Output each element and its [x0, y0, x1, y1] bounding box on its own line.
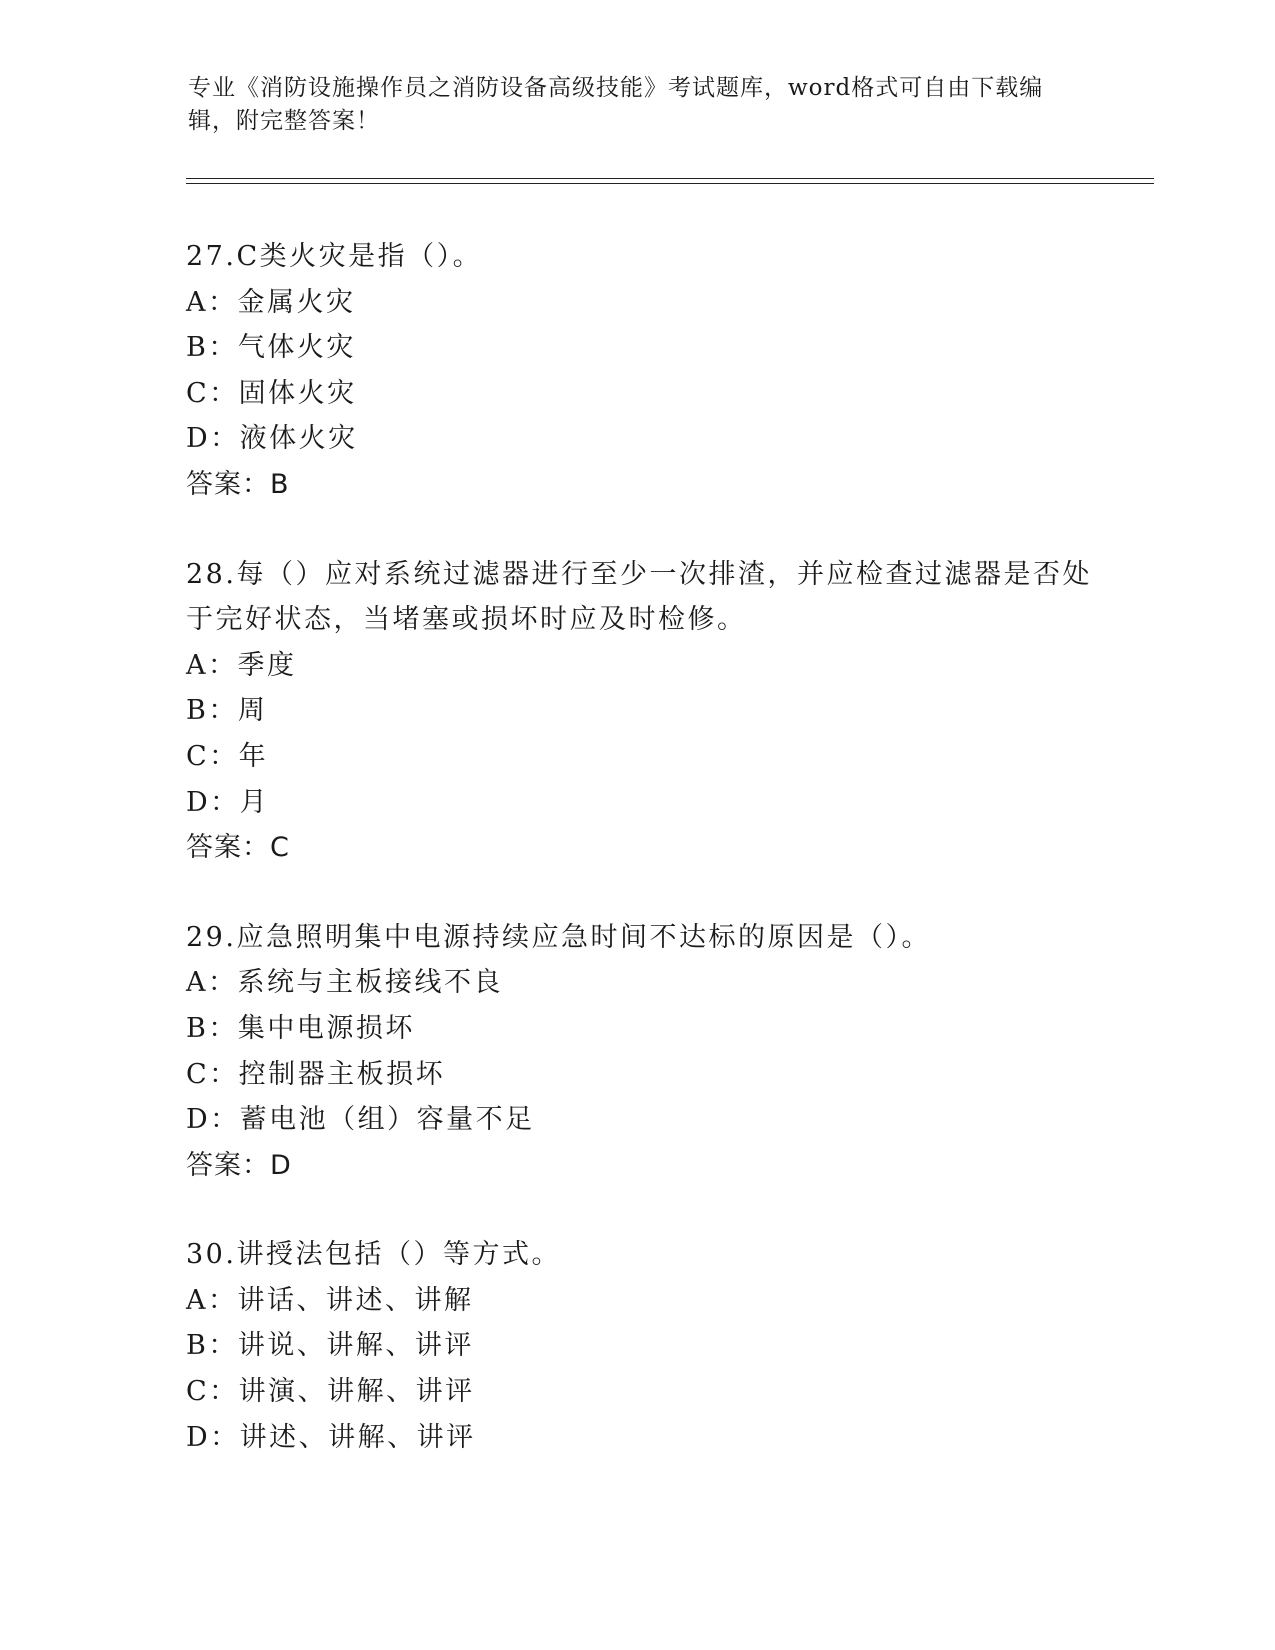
answer-key: 答案：B [186, 468, 290, 500]
option-d: D：月 [186, 786, 270, 818]
option-b: B：集中电源损坏 [186, 1012, 415, 1044]
option-a: A：系统与主板接线不良 [186, 967, 503, 999]
document-header [188, 72, 1088, 138]
option-b: B：周 [186, 695, 268, 727]
option-d: D：讲述、讲解、讲评 [186, 1421, 476, 1453]
question-stem-line-1: 28.每（）应对系统过滤器进行至少一次排渣，并应检查过滤器是否处 [186, 558, 1092, 590]
option-a: A：讲话、讲述、讲解 [186, 1284, 474, 1316]
option-c: C：年 [186, 740, 269, 772]
header-rule-top [186, 178, 1154, 179]
option-b: B：气体火灾 [186, 332, 356, 364]
question-27 [186, 234, 1106, 508]
question-stem: 29.应急照明集中电源持续应急时间不达标的原因是（）。 [186, 921, 931, 953]
option-b: B：讲说、讲解、讲评 [186, 1330, 474, 1362]
question-30 [186, 1232, 1106, 1460]
option-c: C：控制器主板损坏 [186, 1058, 446, 1090]
header-line-2: 辑，附完整答案！ [188, 108, 380, 134]
question-stem-line-2: 于完好状态，当堵塞或损坏时应及时检修。 [186, 604, 747, 636]
option-c: C：固体火灾 [186, 377, 357, 409]
option-a: A：金属火灾 [186, 286, 356, 318]
answer-key: 答案：D [186, 1149, 292, 1181]
option-a: A：季度 [186, 649, 297, 681]
option-c: C：讲演、讲解、讲评 [186, 1376, 475, 1408]
question-29 [186, 915, 1106, 1189]
question-stem: 27.C类火灾是指（）。 [186, 241, 483, 272]
header-line-1: 专业《消防设施操作员之消防设备高级技能》考试题库，word格式可自由下载编 [188, 75, 1044, 101]
option-d: D：液体火灾 [186, 423, 358, 455]
answer-key: 答案：C [186, 832, 290, 864]
option-d: D：蓄电池（组）容量不足 [186, 1104, 535, 1136]
header-rule-bottom [186, 183, 1154, 184]
question-list [186, 234, 1106, 1504]
question-stem: 30.讲授法包括（）等方式。 [186, 1239, 561, 1271]
question-28 [186, 552, 1106, 871]
